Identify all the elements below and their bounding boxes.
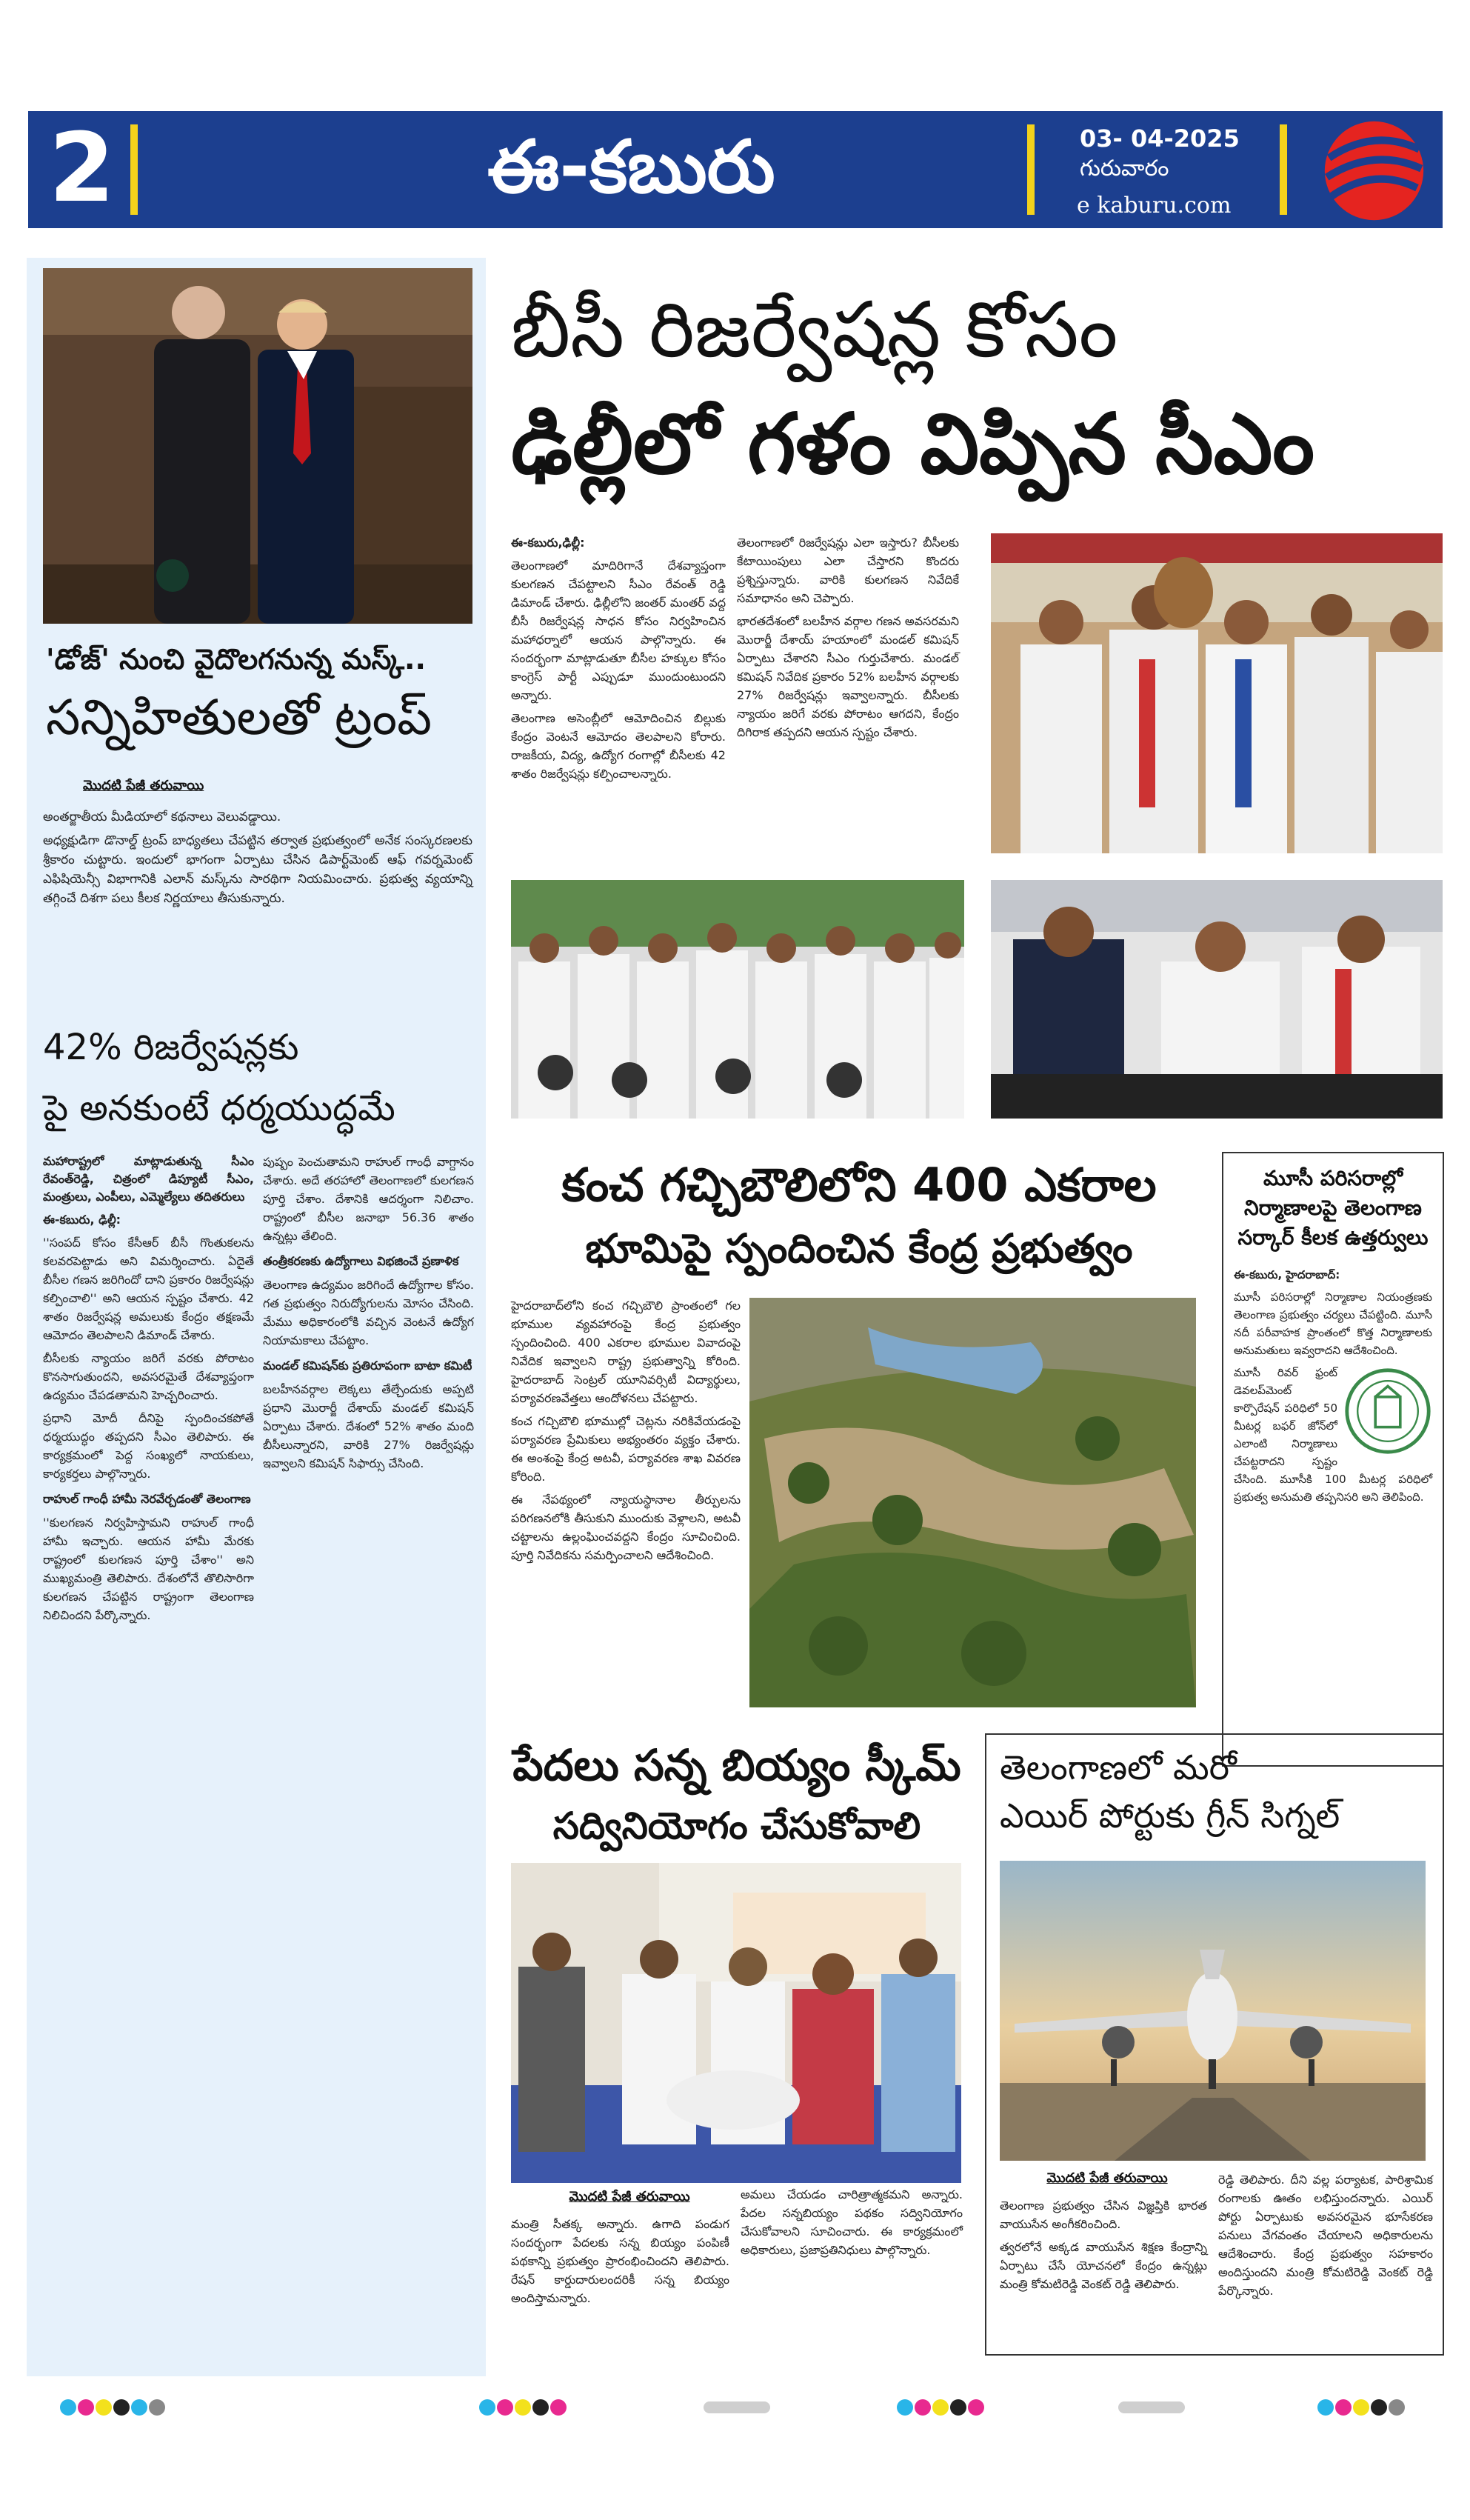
continued-label: [518, 2189, 741, 2207]
paragraph: ఈ నేపథ్యంలో న్యాయస్థానాల తీర్పులను పరిగణనలోకి తీసుకుని ముందుకు వెళ్లాలని, అటవీ చట్టాలను ఉల్లంఘించవద్దని కేంద్రం సూచించింది. పూర్తి నివేదికను సమర్పించాలని ఆదేశించింది.: [511, 1493, 741, 1562]
rice-story-col1: [511, 2215, 729, 2312]
reservation-story-col2: [263, 1153, 474, 1477]
airport-headline-2: ఎయిర్ పోర్టుకు గ్రీన్ సిగ్నల్: [1000, 1796, 1340, 1836]
kancha-headline-2: భూమిపై స్పందించిన కేంద్ర ప్రభుత్వం: [585, 1225, 1133, 1272]
main-headline-1: బీసీ రిజర్వేషన్ల కోసం: [511, 284, 1118, 375]
subheading: మండల్ కమిషన్‌కు ప్రతిరూపంగా బాటా కమిటీ: [263, 1359, 472, 1373]
rice-distribution-photo: [511, 1863, 961, 2183]
government-seal-icon: [1343, 1367, 1432, 1456]
paragraph: మూసీ రివర్ ఫ్రంట్ డెవలప్‌మెంట్ కార్పొరేషన్ పరిధిలో 50 మీటర్ల బఫర్ జోన్‌లో ఎలాంటి నిర్మాణాలు చేపట్టరాదని స్పష్టం చేసింది. మూసీకి 100 మీటర్ల పరిధిలో ప్రభుత్వ అనుమతి తప్పనిసరి అని తెలిపింది.: [1234, 1366, 1432, 1504]
kancha-story-body: [511, 1296, 741, 1569]
paragraph: అమలు చేయడం చారిత్రాత్మకమని అన్నారు. పేదల సన్నబియ్యం పథకం సద్వినియోగం చేసుకోవాలని సూచించారు. ఈ కార్యక్రమంలో అధికారులు, ప్రజాప్రతినిధులు పాల్గొన్నారు.: [741, 2187, 963, 2257]
website: e kaburu.com: [1077, 193, 1232, 219]
rice-headline-1: పేదలు సన్న బియ్యం స్కీమ్: [512, 1740, 961, 1790]
musk-kicker: 'డోజ్' నుంచి వైదొలగనున్న మస్క్..: [46, 643, 426, 676]
airport-story-col1: [1000, 2196, 1207, 2298]
photo-byline: మహారాష్ట్రలో మాట్లాడుతున్న సీఎం రేవంత్‌రెడ్డి, చిత్రంలో డిప్యూటీ సీఎం, మంత్రులు, ఎంపీలు, ఎమ్మెల్యేలు తదితరులు: [43, 1154, 254, 1204]
registration-marks: [0, 2393, 1470, 2422]
continued-text: మొదటి పేజీ తరువాయి: [1046, 2170, 1168, 2186]
rice-headline-2: సద్వినియోగం చేసుకోవాలి: [552, 1804, 921, 1847]
paragraph: అధ్యక్షుడిగా డొనాల్డ్ ట్రంప్ బాధ్యతలు చేపట్టిన తర్వాత ప్రభుత్వంలో అనేక సంస్కరణలకు శ్రీకారం చుట్టారు. ఇందులో భాగంగా ఏర్పాటు చేసిన డిపార్ట్‌మెంట్ ఆఫ్ గవర్నమెంట్ ఎఫిషియెన్సీ విభాగానికి ఎలాన్ మస్క్‌ను సారథిగా నియమించారు. ప్రభుత్వ వ్యయాన్ని తగ్గించే దిశగా పలు కీలక నిర్ణయాలు తీసుకున్నారు.: [43, 833, 472, 906]
main-headline-2: ఢిల్లీలో గళం విప్పిన సీఎం: [511, 396, 1314, 493]
divider-bar: [130, 124, 138, 215]
paragraph: బలహీనవర్గాల లెక్కలు తేల్చేందుకు అప్పటి ప్రధాని మొరార్జీ దేశాయ్ మండల్ కమిషన్ ఏర్పాటు చేశారు. దేశంలో 52% శాతం మంది బీసీలున్నారని, వారికి 27% రిజర్వేషన్లు ఇవ్వాలని కమిషన్ సిఫార్సు చేసింది.: [263, 1382, 474, 1470]
issue-day: గురువారం: [1080, 156, 1169, 181]
main-story-col1: [511, 533, 726, 787]
airport-story-col2: [1218, 2170, 1433, 2304]
musi-headline-2: నిర్మాణాలపై తెలంగాణ: [1244, 1196, 1422, 1220]
paragraph: మంత్రి సీతక్క అన్నారు. ఉగాది పండుగ సందర్భంగా పేదలకు సన్న బియ్యం పంపిణీ పథకాన్ని ప్రభుత్వం ప్రారంభించిందని తెలిపారు. రేషన్ కార్డుదారులందరికీ సన్న బియ్యం అందిస్తామన్నారు.: [511, 2217, 729, 2305]
paragraph: మూసీ పరిసరాల్లో నిర్మాణాల నియంత్రణకు తెలంగాణ ప్రభుత్వం చర్యలు చేపట్టింది. మూసీ నదీ పరీవాహక ప్రాంతంలో కొత్త నిర్మాణాలకు అనుమతులు ఇవ్వరాదని ఆదేశించింది.: [1234, 1290, 1432, 1357]
issue-date: 03- 04-2025: [1080, 124, 1240, 153]
subheading: తంత్రీకరణకు ఉద్యోగాలు విభజించే ప్రణాళిక: [263, 1254, 459, 1268]
paragraph: భారతదేశంలో బలహీన వర్గాల గణన అవసరమని మొరార్జీ దేశాయ్ హయాంలో మండల్ కమిషన్ ఏర్పాటు చేశారని సీఎం గుర్తుచేశారు. మండల్ కమిషన్ నివేదిక ప్రకారం 52% బలహీన వర్గాలకు 27% రిజర్వేషన్లు ఇవ్వాలన్నారు. బీసీలకు న్యాయం జరిగే వరకు పోరాటం ఆగదని, కేంద్రం దిగిరాక తప్పదని ఆయన స్పష్టం చేశారు.: [737, 614, 959, 739]
dateline: ఈ-కబురు, హైదరాబాద్:: [1234, 1268, 1340, 1281]
paragraph: హైదరాబాద్‌లోని కంచ గచ్చిబౌలి ప్రాంతంలో గల భూముల వ్యవహారంపై కేంద్ర ప్రభుత్వం స్పందించింది. 400 ఎకరాల భూముల వివాదంపై నివేదిక ఇవ్వాలని రాష్ట్ర ప్రభుత్వాన్ని కోరింది. హైదరాబాద్ సెంట్రల్ యూనివర్సిటీ విద్యార్థులు, పర్యావరణవేత్తలు ఆందోళనలు చేపట్టారు.: [511, 1299, 741, 1405]
musi-story-body: [1234, 1266, 1432, 1506]
musi-headline-1: మూసీ పరిసరాల్లో: [1263, 1166, 1403, 1190]
paragraph: తెలంగాణ ప్రభుత్వం చేసిన విజ్ఞప్తికి భారత వాయుసేన అంగీకరించింది.: [1000, 2199, 1207, 2231]
paragraph: ''సంపద్ కోసం కేసీఆర్ బీసీ గొంతుకలను కలవరపెట్టాడు అని విమర్శించారు. ఏదైతే బీసీల గణన జరిగిందో దాని ప్రకారం రిజర్వేషన్లు కల్పించాలి'' అని ఆయన స్పష్టం చేశారు. 42 శాతం రిజర్వేషన్ల అమలుకు కేంద్రం తక్షణమే ఆమోదం తెలపాలని డిమాండ్ చేశారు.: [43, 1236, 254, 1342]
musk-headline: సన్నిహితులతో ట్రంప్: [46, 689, 432, 746]
cm-photo-felicitation: [991, 533, 1443, 853]
reservation-headline-1: 42% రిజర్వేషన్లకు: [43, 1027, 299, 1068]
logo-icon: [1320, 117, 1428, 224]
paragraph: పుష్పం పెంచుతామని రాహుల్ గాంధీ వాగ్దానం చేశారు. అదే తరహాలో తెలంగాణలో కులగణన పూర్తి చేశాం. దేశానికి ఆదర్శంగా నిలిచాం. రాష్ట్రంలో బీసీల జనాభా 56.36 శాతం ఉన్నట్లు తేలింది.: [263, 1155, 474, 1243]
paragraph: తెలంగాణ అసెంబ్లీలో ఆమోదించిన బిల్లుకు కేంద్రం వెంటనే ఆమోదం తెలపాలని కోరారు. రాజకీయ, విద్య, ఉద్యోగ రంగాల్లో బీసీలకు 42 శాతం రిజర్వేషన్లు కల్పించాలన్నారు.: [511, 711, 726, 781]
paragraph: త్వరలోనే అక్కడ వాయుసేన శిక్షణ కేంద్రాన్ని ఏర్పాటు చేసే యోచనలో కేంద్రం ఉన్నట్లు మంత్రి కోమటిరెడ్డి వెంకట్ రెడ్డి తెలిపారు.: [1000, 2240, 1207, 2291]
reservation-headline-2: పై అనకుంటే ధర్మయుద్ధమే: [43, 1087, 395, 1129]
dateline: ఈ-కబురు,ఢిల్లీ:: [511, 536, 585, 550]
divider-bar: [1280, 124, 1287, 215]
continued-label: [83, 778, 204, 796]
continued-text: మొదటి పేజీ తరువాయి: [569, 2189, 690, 2204]
paragraph: కంచ గచ్చిబౌలి భూముల్లో చెట్లను నరికివేయడంపై పర్యావరణ ప్రేమికులు అభ్యంతరం వ్యక్తం చేశారు. ఈ అంశంపై కేంద్ర అటవీ, పర్యావరణ శాఖ వివరణ కోరింది.: [511, 1414, 741, 1484]
musk-story-body: [43, 807, 472, 913]
reservation-story-col1: [43, 1153, 254, 1629]
paragraph: తెలంగాణ ఉద్యమం జరిగిందే ఉద్యోగాల కోసం. గత ప్రభుత్వం నిరుద్యోగులను మోసం చేసింది. మేము అధికారంలోకి వచ్చిన వెంటనే ఉద్యోగ నియామకాలు చేపట్టాం.: [263, 1278, 474, 1347]
paragraph: ప్రధాని మోదీ దీనిపై స్పందించకపోతే ధర్మయుద్ధం తప్పదని సీఎం తెలిపారు. ఈ కార్యక్రమంలో పెద్ద సంఖ్యలో నాయకులు, కార్యకర్తలు పాల్గొన్నారు.: [43, 1411, 254, 1481]
dateline: ఈ-కబురు, ఢిల్లీ:: [43, 1213, 121, 1227]
main-story-col2: [737, 533, 959, 746]
cm-photo-speech: [991, 880, 1443, 1119]
paragraph: తెలంగాణలో మాదిరిగానే దేశవ్యాప్తంగా కులగణన చేపట్టాలని సీఎం రేవంత్ రెడ్డి డిమాండ్ చేశారు. ఢిల్లీలోని జంతర్ మంతర్ వద్ద బీసీ రిజర్వేషన్ల సాధన కోసం నిర్వహించిన మహాధర్నాలో ఆయన పాల్గొన్నారు. ఈ సందర్భంగా మాట్లాడుతూ బీసీల హక్కుల కోసం కాంగ్రెస్ పార్టీ ఎప్పుడూ ముందుంటుందని అన్నారు.: [511, 559, 726, 702]
cm-photo-crowd: [511, 880, 964, 1119]
airplane-photo: [1000, 1861, 1426, 2161]
continued-label: [1000, 2170, 1215, 2189]
musi-story-box: [1222, 1152, 1444, 1767]
masthead: [28, 111, 1443, 228]
paper-name: ఈ-కబురు: [487, 125, 775, 210]
paragraph: అంతర్జాతీయ మీడియాలో కథనాలు వెలువడ్డాయి.: [43, 810, 281, 824]
airport-headline-1: తెలంగాణలో మరో: [1000, 1747, 1237, 1787]
page-number: 2: [49, 113, 116, 224]
rice-story-col2: [741, 2185, 963, 2264]
subheading: రాహుల్ గాంధీ హామీ నెరవేర్చడంతో తెలంగాణ: [43, 1492, 251, 1506]
continued-text: మొదటి పేజీ తరువాయి: [83, 778, 204, 793]
paragraph: ''కులగణన నిర్వహిస్తామని రాహుల్ గాంధీ హామీ ఇచ్చారు. ఆయన హామీ మేరకు రాష్ట్రంలో కులగణన పూర్తి చేశాం'' అని ముఖ్యమంత్రి తెలిపారు. దేశంలోనే తొలిసారిగా కులగణన చేపట్టిన రాష్ట్రంగా తెలంగాణ నిలిచిందని పేర్కొన్నారు.: [43, 1516, 254, 1622]
paragraph: బీసీలకు న్యాయం జరిగే వరకు పోరాటం కొనసాగుతుందని, అవసరమైతే దేశవ్యాప్తంగా ఉద్యమం చేపడతామని హెచ్చరించారు.: [43, 1351, 254, 1402]
paragraph: తెలంగాణలో రిజర్వేషన్లు ఎలా ఇస్తారు? బీసీలకు కేటాయింపులు ఎలా చేస్తారని కొందరు ప్రశ్నిస్తున్నారు. వారికి కులగణన నివేదికే సమాధానం అని చెప్పారు.: [737, 536, 959, 605]
divider-bar: [1027, 124, 1035, 215]
kancha-aerial-photo: [749, 1298, 1196, 1707]
musk-trump-photo: [43, 268, 472, 624]
paragraph: రెడ్డి తెలిపారు. దీని వల్ల పర్యాటక, పారిశ్రామిక రంగాలకు ఊతం లభిస్తుందన్నారు. ఎయిర్ పోర్టు ఏర్పాటుకు అవసరమైన భూసేకరణ పనులు వేగవంతం చేయాలని అధికారులను ఆదేశించారు. కేంద్ర ప్రభుత్వం సహకారం అందిస్తుందని మంత్రి కోమటిరెడ్డి వెంకట్ రెడ్డి పేర్కొన్నారు.: [1218, 2173, 1433, 2298]
musi-headline-3: సర్కార్ కీలక ఉత్తర్వులు: [1237, 1225, 1429, 1250]
kancha-headline-1: కంచ గచ్చిబౌలిలోని 400 ఎకరాల: [561, 1158, 1157, 1212]
